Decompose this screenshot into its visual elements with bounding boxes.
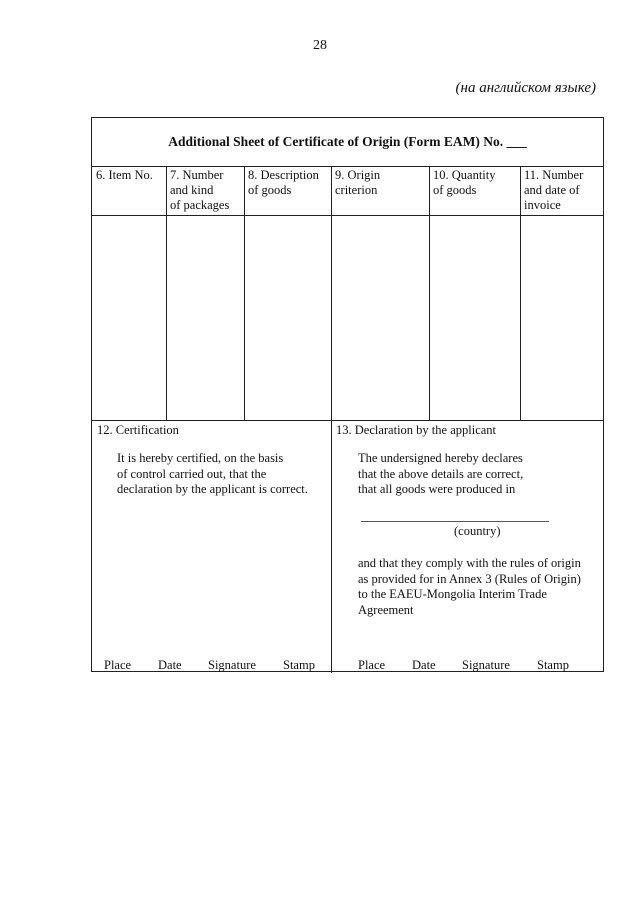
certificate-form	[91, 117, 604, 672]
declaration-body: The undersigned hereby declares that the above details are correct, that all goods were produced in	[358, 451, 524, 496]
language-note: (на английском языке)	[455, 80, 596, 96]
column-divider	[166, 166, 167, 420]
stamp-label: Stamp	[537, 658, 569, 672]
date-label: Date	[412, 658, 436, 672]
column-header-origin-criterion: 9. Origin criterion	[335, 168, 381, 197]
column-header-description: 8. Description of goods	[248, 168, 319, 197]
date-label: Date	[158, 658, 182, 672]
column-header-packages: 7. Number and kind of packages	[170, 168, 230, 212]
column-header-invoice: 11. Number and date of invoice	[524, 168, 584, 212]
country-label: (country)	[454, 524, 501, 538]
page-number: 28	[313, 38, 327, 53]
certification-body: It is hereby certified, on the basis of control carried out, that the declaration by the applicant is correct.	[117, 451, 308, 496]
column-divider	[244, 166, 245, 420]
stamp-label: Stamp	[283, 658, 315, 672]
place-label: Place	[104, 658, 132, 672]
header-divider	[92, 215, 603, 216]
column-header-item-no: 6. Item No.	[96, 168, 153, 182]
table-bottom-divider	[92, 420, 603, 421]
column-header-quantity: 10. Quantity of goods	[433, 168, 496, 197]
compliance-text: and that they comply with the rules of origin as provided for in Annex 3 (Rules of Origin) to the EAEU-Mongolia Interim Trade Agreement	[358, 556, 581, 617]
declaration-heading: 13. Declaration by the applicant	[336, 423, 497, 437]
country-blank-line	[361, 521, 549, 522]
column-divider	[429, 166, 430, 420]
certification-heading: 12. Certification	[97, 423, 179, 437]
column-divider	[520, 166, 521, 420]
form-title: Additional Sheet of Certificate of Origin (Form EAM) No. ___	[92, 118, 603, 167]
signature-label: Signature	[208, 658, 256, 672]
signature-label: Signature	[462, 658, 510, 672]
place-label: Place	[358, 658, 386, 672]
